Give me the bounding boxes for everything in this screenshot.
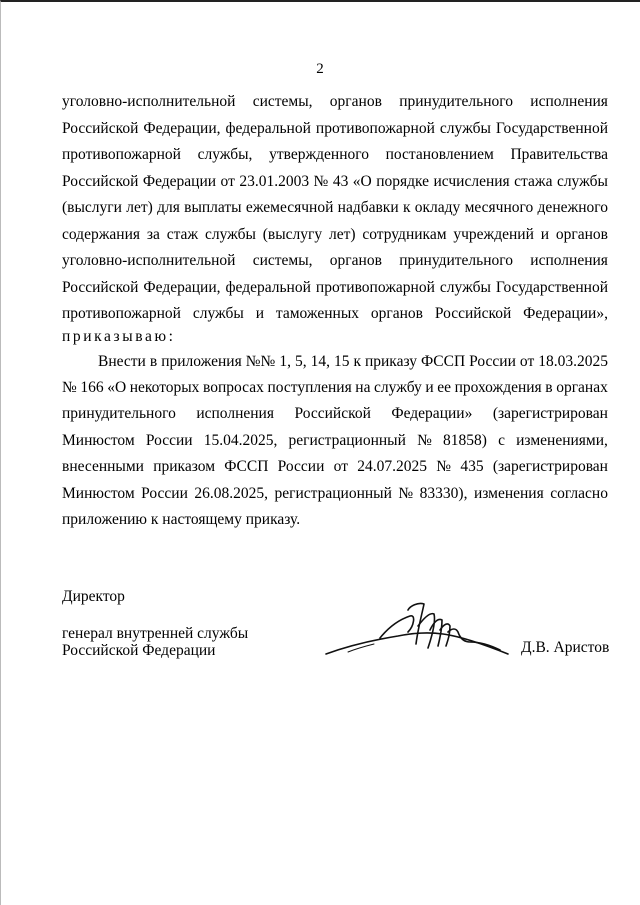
word: и — [255, 305, 264, 322]
handwritten-signature — [318, 596, 518, 666]
word: Государственной — [495, 119, 608, 137]
word: изменения — [473, 484, 544, 502]
word: месячного — [464, 199, 534, 216]
word: с — [498, 431, 505, 449]
word: службы — [439, 119, 491, 137]
word: учреждений — [453, 225, 534, 243]
word: 166 — [80, 379, 104, 396]
word: уголовно-исполнительной — [62, 93, 236, 110]
text-line — [62, 145, 608, 165]
word: за — [146, 225, 160, 243]
word: исполнения — [530, 252, 608, 269]
signatory-name: Д.В. Аристов — [521, 639, 610, 656]
word: и — [540, 225, 550, 243]
word: Российской — [62, 172, 139, 190]
word: службы — [204, 225, 256, 243]
word: 23.01.2003 — [239, 172, 310, 190]
word: содержания — [62, 225, 141, 243]
word: утвержденного — [269, 146, 369, 163]
word: России — [469, 353, 516, 370]
word: от — [519, 353, 535, 370]
word: приложения — [161, 353, 242, 370]
word: федеральной — [225, 278, 311, 296]
word: к — [402, 199, 411, 216]
word: приказу — [364, 353, 418, 370]
word: на — [355, 379, 371, 396]
text-line — [62, 172, 608, 192]
word: № — [417, 431, 432, 449]
text-line — [62, 225, 608, 245]
word: исчисления — [433, 172, 510, 190]
word: стажа — [514, 172, 553, 190]
word: России — [145, 431, 193, 449]
page-number: 2 — [316, 61, 324, 77]
text-line — [62, 304, 608, 324]
word: (зарегистрирован — [492, 405, 608, 423]
word: для — [157, 199, 180, 216]
word: «О — [352, 172, 372, 190]
word: № — [398, 484, 414, 502]
word: органов — [329, 93, 382, 110]
word: некоторых — [129, 379, 200, 396]
word: Федерации», — [523, 305, 608, 322]
word: ее — [437, 379, 451, 396]
word: Федерации, — [143, 119, 221, 137]
word: принудительного — [399, 252, 514, 269]
word: от — [333, 458, 348, 476]
word: Внести — [98, 353, 146, 370]
word: Российской — [62, 119, 139, 137]
word: службы — [439, 278, 491, 296]
paragraph-order-first-line — [98, 352, 608, 372]
word: службы — [556, 172, 608, 190]
text-line — [62, 92, 608, 112]
word: 14, — [310, 353, 330, 370]
text-line — [62, 378, 608, 398]
word: ФССП — [421, 353, 466, 370]
word: Федерации» — [391, 405, 473, 423]
word: 15.04.2025, — [203, 431, 278, 449]
paragraph-order-last-line: приложению к настоящему приказу. — [62, 511, 301, 528]
word: Государственной — [495, 278, 608, 296]
word: надбавки — [337, 199, 399, 216]
word: стаж — [166, 225, 199, 243]
word: порядке — [376, 172, 430, 190]
word: таможенных — [275, 305, 360, 322]
word: № — [313, 172, 329, 190]
signatory-rank-line2: Российской Федерации — [62, 642, 216, 659]
word: противопожарной — [315, 119, 435, 137]
word: органов — [555, 225, 608, 243]
word: № — [436, 458, 452, 476]
word: органах — [556, 379, 608, 396]
word: Федерации, — [143, 278, 221, 296]
word: уголовно-исполнительной — [62, 252, 236, 269]
word: ежемесячной — [245, 199, 334, 216]
word: лет) — [126, 199, 153, 216]
word: исполнения — [196, 405, 274, 423]
word: противопожарной — [315, 278, 435, 296]
word: денежного — [537, 199, 608, 216]
word: № — [62, 379, 77, 396]
word: 83330), — [419, 484, 468, 502]
word: вопросах — [203, 379, 264, 396]
word: службу — [374, 379, 422, 396]
text-line — [62, 278, 608, 298]
word: Федерации — [142, 172, 217, 190]
word: (выслугу — [262, 225, 323, 243]
word: Минюстом — [62, 484, 135, 502]
word: федеральной — [225, 119, 311, 137]
word: принудительного — [399, 93, 514, 110]
word: изменениями, — [516, 431, 608, 449]
word: выплаты — [184, 199, 242, 216]
word: регистрационный — [274, 484, 392, 502]
word: (зарегистрирован — [492, 458, 608, 476]
word: Российской — [434, 305, 512, 322]
word: сотрудникам — [362, 225, 447, 243]
word: 18.03.2025 — [538, 353, 608, 370]
word: противопожарной — [62, 305, 181, 322]
word: принудительного — [62, 405, 176, 423]
word: 24.07.2025 — [357, 458, 428, 476]
word: России — [277, 458, 325, 476]
word: поступления — [267, 379, 352, 396]
word: 43 — [332, 172, 349, 190]
text-line — [62, 198, 608, 218]
word: в — [545, 379, 553, 396]
word: системы, — [252, 252, 313, 269]
word: в — [149, 353, 158, 370]
word: исполнения — [530, 93, 608, 110]
word: постановлением — [385, 146, 494, 163]
word: Правительства — [510, 146, 608, 163]
word: службы, — [197, 146, 253, 163]
word: окладу — [414, 199, 461, 216]
word: 81858) — [443, 431, 487, 449]
text-line — [62, 119, 608, 139]
word: Российской — [62, 278, 139, 296]
word: прохождения — [454, 379, 542, 396]
word: 15 — [333, 353, 350, 370]
word: Российской — [294, 405, 371, 423]
word: России — [141, 484, 188, 502]
word: Минюстом — [62, 431, 135, 449]
word: 5, — [294, 353, 307, 370]
word: и — [425, 379, 434, 396]
text-line — [62, 251, 608, 271]
text-line — [62, 404, 608, 424]
word: внесенными — [62, 458, 144, 476]
text-line — [62, 484, 608, 504]
word: лет) — [328, 225, 356, 243]
text-line — [62, 457, 608, 477]
word: №№ — [245, 353, 276, 370]
word: органов — [329, 252, 382, 269]
word: ФССП — [224, 458, 269, 476]
text-line — [62, 431, 608, 451]
word: согласно — [550, 484, 608, 502]
word: 26.08.2025, — [194, 484, 268, 502]
order-word: приказываю: — [62, 328, 176, 345]
word: регистрационный — [288, 431, 406, 449]
signatory-position: Директор — [62, 588, 125, 605]
word: «О — [107, 379, 127, 396]
word: (выслуги — [62, 199, 122, 216]
word: системы, — [252, 93, 313, 110]
word: органов — [370, 305, 423, 322]
signatory-rank-line1: генерал внутренней службы — [62, 625, 249, 642]
word: к — [353, 353, 361, 370]
word: от — [220, 172, 235, 190]
word: 435 — [460, 458, 484, 476]
word: службы — [192, 305, 244, 322]
word: 1, — [279, 353, 291, 370]
word: приказом — [153, 458, 216, 476]
word: противопожарной — [62, 146, 181, 163]
